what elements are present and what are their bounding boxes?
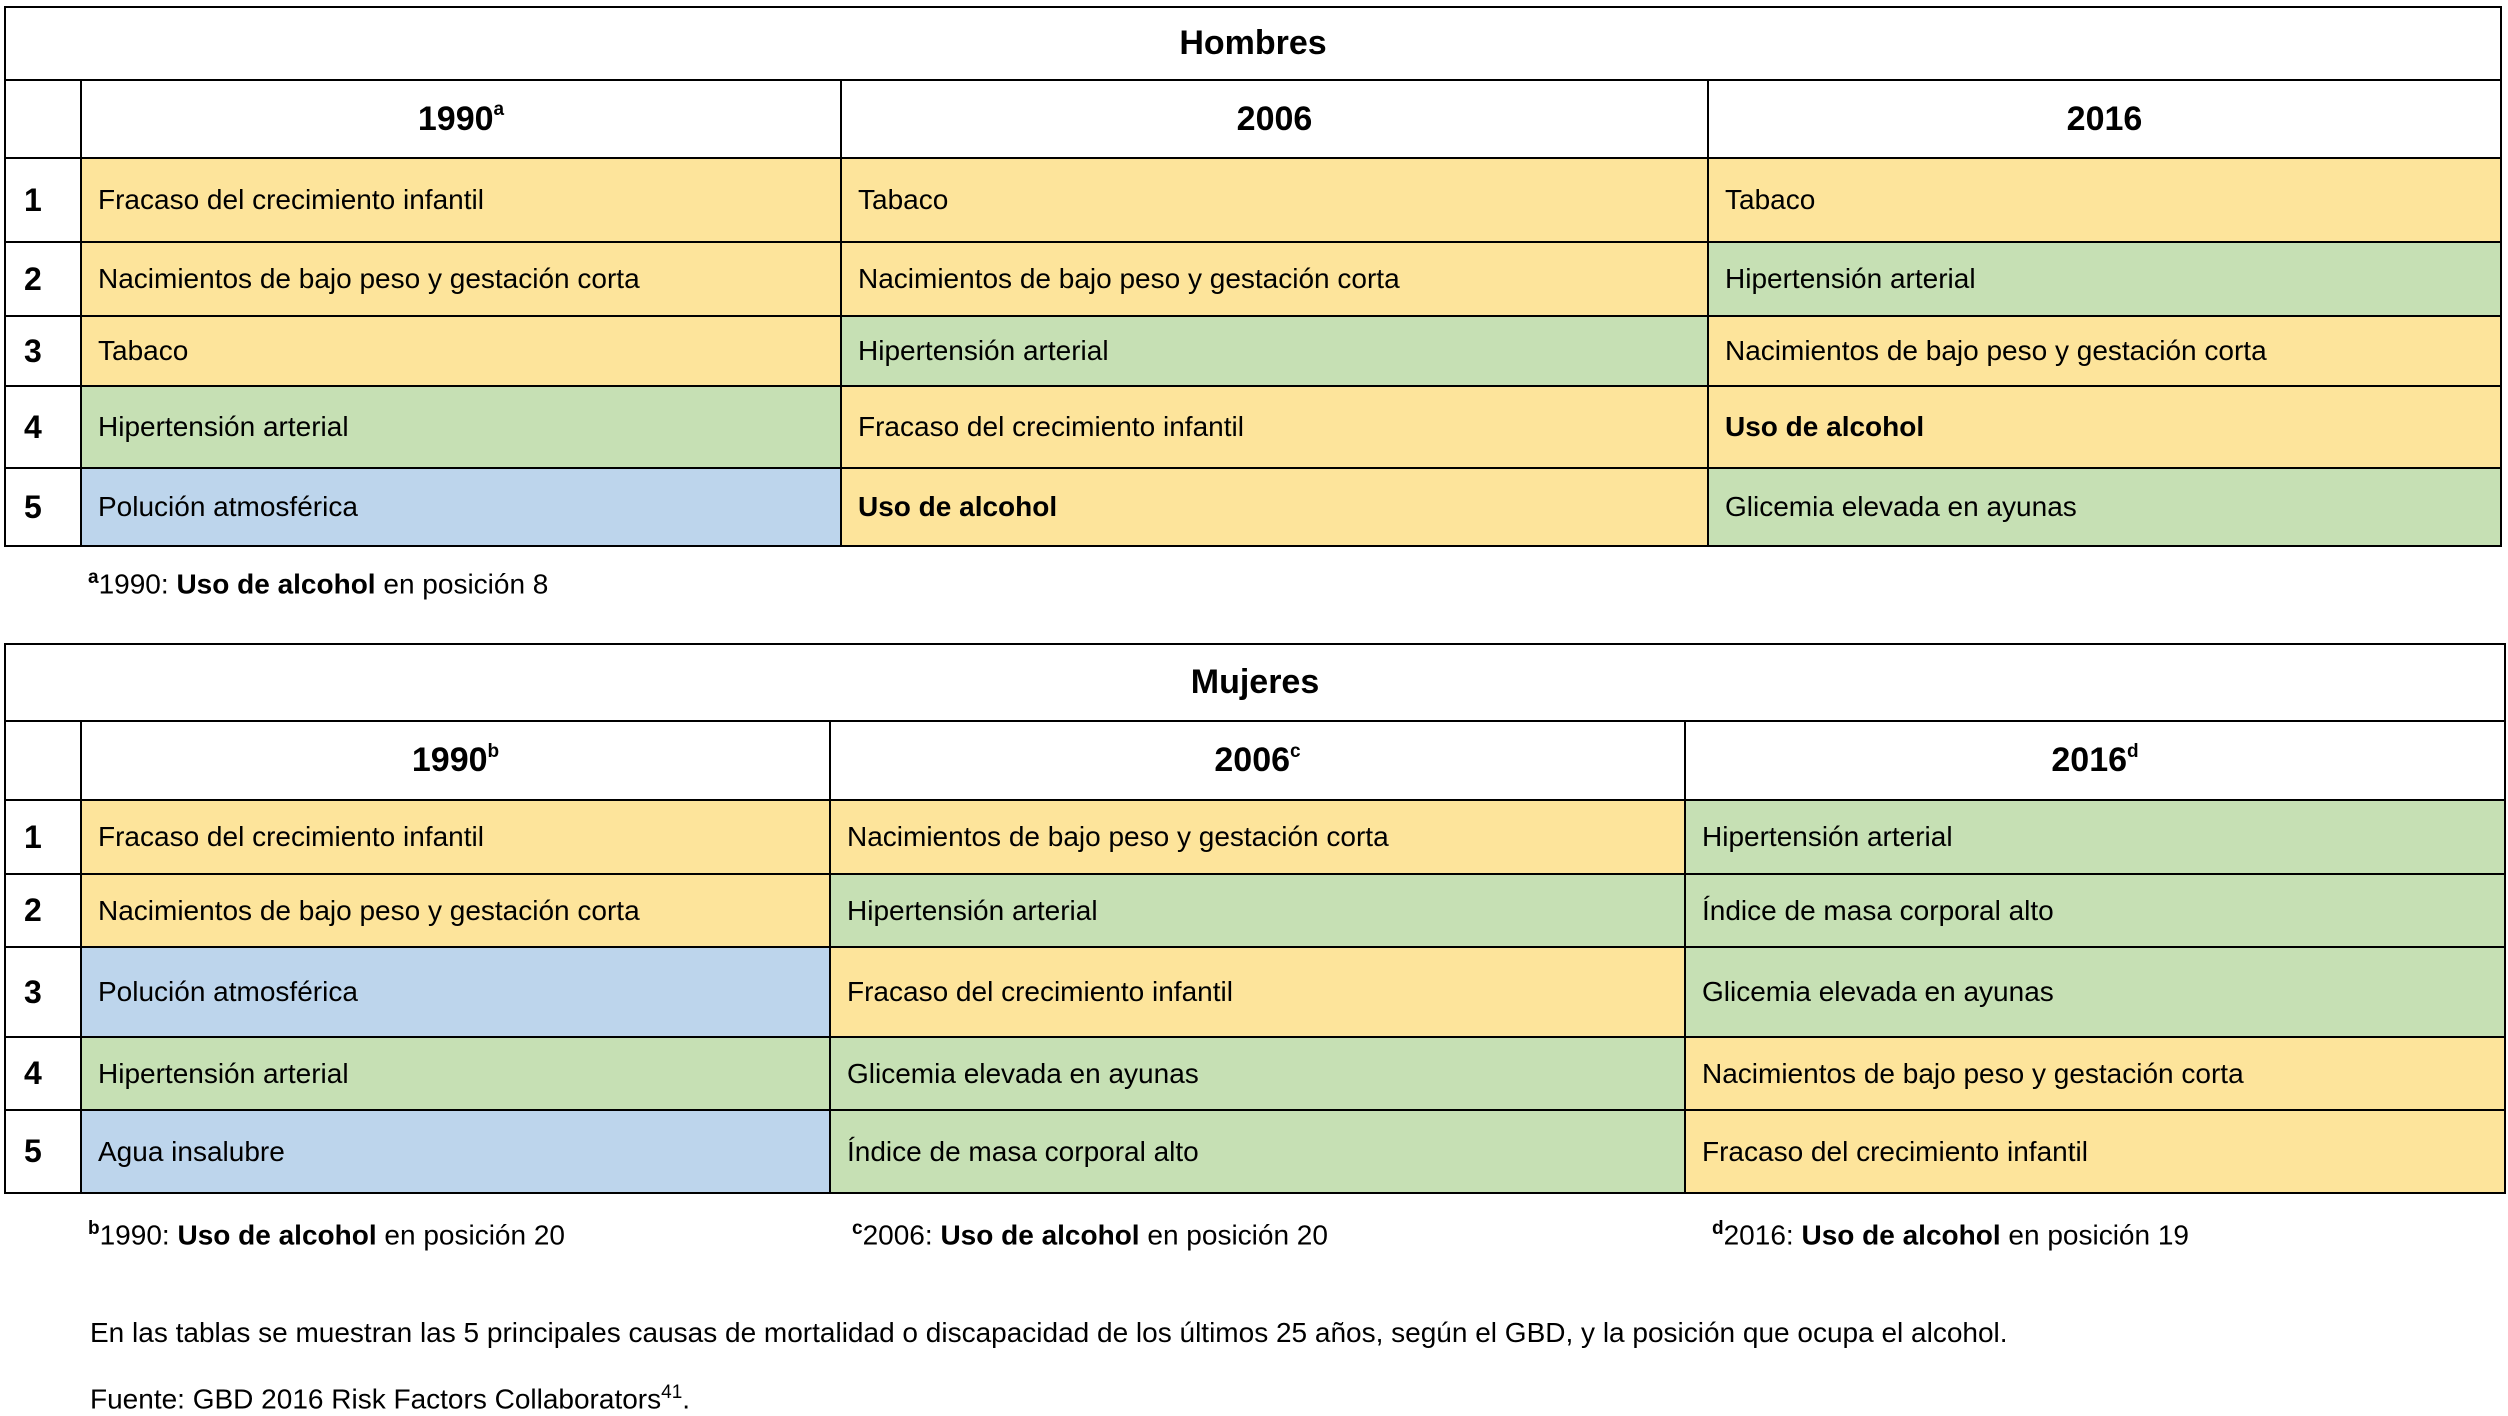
risk-cell: Fracaso del crecimiento infantil: [81, 800, 830, 874]
table-row: [5, 242, 2501, 316]
table-row: [5, 468, 2501, 546]
rank-header-empty: [5, 80, 81, 158]
table-row: [5, 800, 2505, 874]
risk-cell: Tabaco: [841, 158, 1708, 242]
risk-cell: Hipertensión arterial: [1685, 800, 2505, 874]
risk-cell: Hipertensión arterial: [1708, 242, 2501, 316]
rank-cell: 2: [5, 874, 81, 947]
men-table-title: Hombres: [5, 7, 2501, 80]
risk-cell: Nacimientos de bajo peso y gestación corta: [81, 874, 830, 947]
rank-cell: 1: [5, 158, 81, 242]
risk-cell: Nacimientos de bajo peso y gestación corta: [1708, 316, 2501, 386]
risk-cell: Tabaco: [81, 316, 841, 386]
women-table-title: Mujeres: [5, 644, 2505, 721]
source-line: Fuente: GBD 2016 Risk Factors Collaborators$^{41}$.: [90, 1382, 691, 1415]
risk-cell: Hipertensión arterial: [81, 1037, 830, 1110]
risk-cell: Polución atmosférica: [81, 947, 830, 1037]
caption: En las tablas se muestran las 5 principales causas de mortalidad o discapacidad de los últimos 25 años, según el GBD, y la posición que ocupa el alcohol.: [90, 1317, 2008, 1348]
table-row: [5, 316, 2501, 386]
risk-cell: Fracaso del crecimiento infantil: [1685, 1110, 2505, 1193]
risk-cell: Nacimientos de bajo peso y gestación corta: [830, 800, 1685, 874]
table-row: [5, 874, 2505, 947]
rank-cell: 4: [5, 386, 81, 468]
risk-cell: Agua insalubre: [81, 1110, 830, 1193]
rank-cell: 2: [5, 242, 81, 316]
footnote-b: $^b$1990: Uso de alcohol en posición 20: [88, 1218, 565, 1251]
risk-cell: Fracaso del crecimiento infantil: [830, 947, 1685, 1037]
women-year-header-2016: 2016$^d$: [1685, 721, 2505, 800]
risk-cell: Índice de masa corporal alto: [1685, 874, 2505, 947]
men-year-header-2006: 2006: [841, 80, 1708, 158]
risk-cell: Nacimientos de bajo peso y gestación corta: [841, 242, 1708, 316]
risk-cell: Glicemia elevada en ayunas: [1708, 468, 2501, 546]
men-table: [4, 6, 2502, 547]
risk-cell: Nacimientos de bajo peso y gestación corta: [1685, 1037, 2505, 1110]
risk-cell: Hipertensión arterial: [830, 874, 1685, 947]
rank-header-empty: [5, 721, 81, 800]
risk-cell: Índice de masa corporal alto: [830, 1110, 1685, 1193]
risk-cell: Hipertensión arterial: [81, 386, 841, 468]
risk-cell: Hipertensión arterial: [841, 316, 1708, 386]
rank-cell: 5: [5, 1110, 81, 1193]
risk-cell: Fracaso del crecimiento infantil: [841, 386, 1708, 468]
men-year-header-1990: 1990$^a$: [81, 80, 841, 158]
footnote-c: $^c$2006: Uso de alcohol en posición 20: [852, 1218, 1328, 1251]
table-row: [5, 1037, 2505, 1110]
table-row: [5, 947, 2505, 1037]
women-table: [4, 643, 2506, 1194]
women-year-header-2006: 2006$^c$: [830, 721, 1685, 800]
risk-cell: Glicemia elevada en ayunas: [830, 1037, 1685, 1110]
risk-cell: Glicemia elevada en ayunas: [1685, 947, 2505, 1037]
risk-cell: Polución atmosférica: [81, 468, 841, 546]
risk-cell: Fracaso del crecimiento infantil: [81, 158, 841, 242]
footnote-a: $^a$1990: Uso de alcohol en posición 8: [88, 567, 549, 600]
risk-cell: Tabaco: [1708, 158, 2501, 242]
table-row: [5, 386, 2501, 468]
women-year-header-1990: 1990$^b$: [81, 721, 830, 800]
men-year-header-2016: 2016: [1708, 80, 2501, 158]
rank-cell: 3: [5, 316, 81, 386]
risk-cell: Nacimientos de bajo peso y gestación corta: [81, 242, 841, 316]
risk-cell: Uso de alcohol: [841, 468, 1708, 546]
rank-cell: 1: [5, 800, 81, 874]
rank-cell: 3: [5, 947, 81, 1037]
rank-cell: 5: [5, 468, 81, 546]
table-row: [5, 1110, 2505, 1193]
footnote-d: $^d$2016: Uso de alcohol en posición 19: [1712, 1218, 2189, 1251]
risk-cell: Uso de alcohol: [1708, 386, 2501, 468]
rank-cell: 4: [5, 1037, 81, 1110]
table-row: [5, 158, 2501, 242]
